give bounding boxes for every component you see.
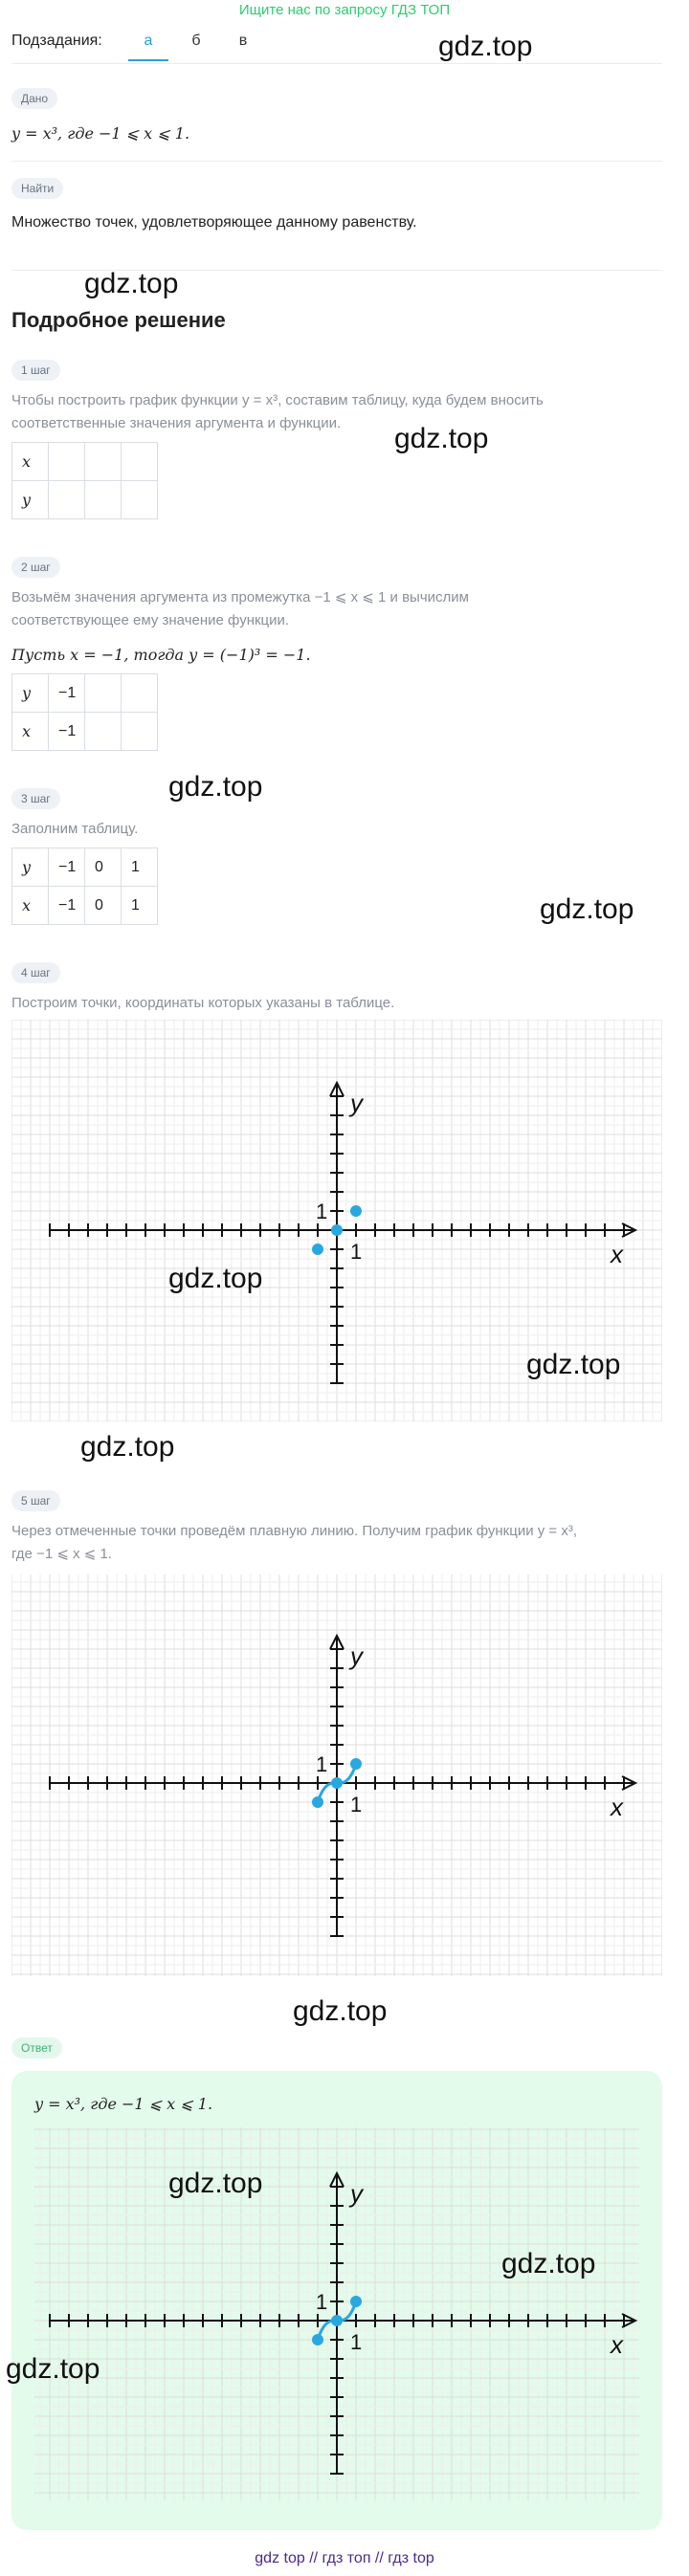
given-text: y = x³, где −1 ⩽ x ⩽ 1. — [11, 124, 190, 143]
value-table-2 — [11, 673, 158, 751]
step-1-badge: 1 шаг — [11, 360, 60, 381]
table-cell: x — [12, 887, 49, 925]
data-point — [350, 2296, 362, 2307]
y-unit-label: 1 — [316, 1752, 328, 1776]
find-badge: Найти — [11, 178, 63, 199]
tab-a[interactable]: а — [144, 33, 153, 49]
data-point — [331, 1777, 343, 1789]
y-axis-label: y — [350, 1089, 363, 1117]
watermark: gdz.top — [293, 1995, 388, 2027]
footer-links[interactable]: gdz top // гдз топ // гдз top — [255, 2550, 434, 2566]
watermark: gdz.top — [394, 423, 489, 454]
answer-text: y = x³, где −1 ⩽ x ⩽ 1. — [34, 2095, 213, 2113]
table-cell: 1 — [122, 848, 158, 887]
y-axis-label: y — [350, 2179, 363, 2208]
table-cell — [122, 713, 158, 751]
value-table-3 — [11, 848, 158, 925]
subtasks-label: Подзадания: — [11, 33, 102, 49]
divider — [11, 63, 662, 64]
step-5-text: Через отмеченные точки проведём плавную линию. Получим график функции y = x³, — [11, 1523, 578, 1539]
x-axis-label: x — [611, 1240, 623, 1268]
step-2-text: Возьмём значения аргумента из промежутка −1 ⩽ x ⩽ 1 и вычислим — [11, 589, 469, 605]
step-2-badge: 2 шаг — [11, 557, 60, 578]
tab-b[interactable]: б — [191, 33, 201, 49]
table-cell: −1 — [49, 848, 85, 887]
table-cell — [49, 443, 85, 481]
table-cell: y — [12, 848, 49, 887]
watermark: gdz.top — [6, 2353, 100, 2385]
step-2-text-cont: соответствующее ему значение функции. — [11, 612, 290, 628]
table-cell: y — [12, 481, 49, 519]
table-cell: 0 — [85, 848, 122, 887]
watermark: gdz.top — [84, 268, 179, 299]
data-point — [312, 1244, 323, 1255]
table-cell — [49, 481, 85, 519]
watermark: gdz.top — [80, 1431, 175, 1463]
watermark: gdz.top — [540, 893, 634, 925]
table-cell — [85, 481, 122, 519]
table-cell: −1 — [49, 713, 85, 751]
step-1-text-cont: соответственные значения аргумента и функции. — [11, 415, 342, 431]
x-axis-label: x — [611, 2330, 623, 2359]
x-unit-label: 1 — [350, 2330, 363, 2354]
step-5-badge: 5 шаг — [11, 1490, 60, 1511]
table-cell: 1 — [122, 887, 158, 925]
graph-curve — [11, 1574, 662, 1976]
step-4-text: Построим точки, координаты которых указаны в таблице. — [11, 995, 395, 1011]
table-cell — [122, 481, 158, 519]
given-badge: Дано — [11, 88, 57, 109]
divider — [11, 161, 662, 162]
tab-c[interactable]: в — [238, 33, 248, 49]
step-4-badge: 4 шаг — [11, 962, 60, 983]
table-cell: −1 — [49, 674, 85, 713]
watermark: gdz.top — [438, 31, 533, 62]
watermark: gdz.top — [168, 1263, 263, 1294]
table-cell — [85, 443, 122, 481]
data-point — [331, 2315, 343, 2326]
x-unit-label: 1 — [350, 1793, 363, 1816]
watermark: gdz.top — [526, 1349, 621, 1380]
watermark: gdz.top — [168, 2168, 263, 2199]
solution-title: Подробное решение — [11, 308, 226, 332]
answer-badge: Ответ — [11, 2037, 62, 2059]
step-1-text: Чтобы построить график функции y = x³, составим таблицу, куда будем вносить — [11, 392, 544, 408]
data-point — [350, 1758, 362, 1770]
table-cell — [122, 674, 158, 713]
table-cell: x — [12, 713, 49, 751]
data-point — [331, 1224, 343, 1236]
y-unit-label: 1 — [316, 2290, 328, 2314]
table-cell: x — [12, 443, 49, 481]
value-table-1 — [11, 442, 158, 519]
table-cell — [85, 674, 122, 713]
data-point — [312, 2334, 323, 2345]
table-cell — [85, 713, 122, 751]
active-tab-indicator — [128, 59, 168, 61]
table-cell: −1 — [49, 887, 85, 925]
step-3-text: Заполним таблицу. — [11, 821, 139, 837]
data-point — [312, 1796, 323, 1808]
step-3-badge: 3 шаг — [11, 788, 60, 809]
y-unit-label: 1 — [316, 1200, 328, 1223]
x-unit-label: 1 — [350, 1240, 363, 1264]
find-text: Множество точек, удовлетворяющее данному равенству. — [11, 214, 417, 231]
watermark: gdz.top — [501, 2248, 596, 2279]
table-cell: 0 — [85, 887, 122, 925]
y-axis-label: y — [350, 1641, 363, 1670]
watermark: gdz.top — [168, 771, 263, 803]
x-axis-label: x — [611, 1793, 623, 1821]
data-point — [350, 1205, 362, 1217]
graph-answer — [34, 2127, 639, 2500]
table-cell — [122, 443, 158, 481]
step-2-let: Пусть x = −1, тогда y = (−1)³ = −1. — [11, 646, 311, 664]
step-5-text-cont: где −1 ⩽ x ⩽ 1. — [11, 1546, 112, 1562]
table-cell: y — [12, 674, 49, 713]
search-hint-link[interactable]: Ищите нас по запросу ГДЗ ТОП — [238, 2, 451, 18]
